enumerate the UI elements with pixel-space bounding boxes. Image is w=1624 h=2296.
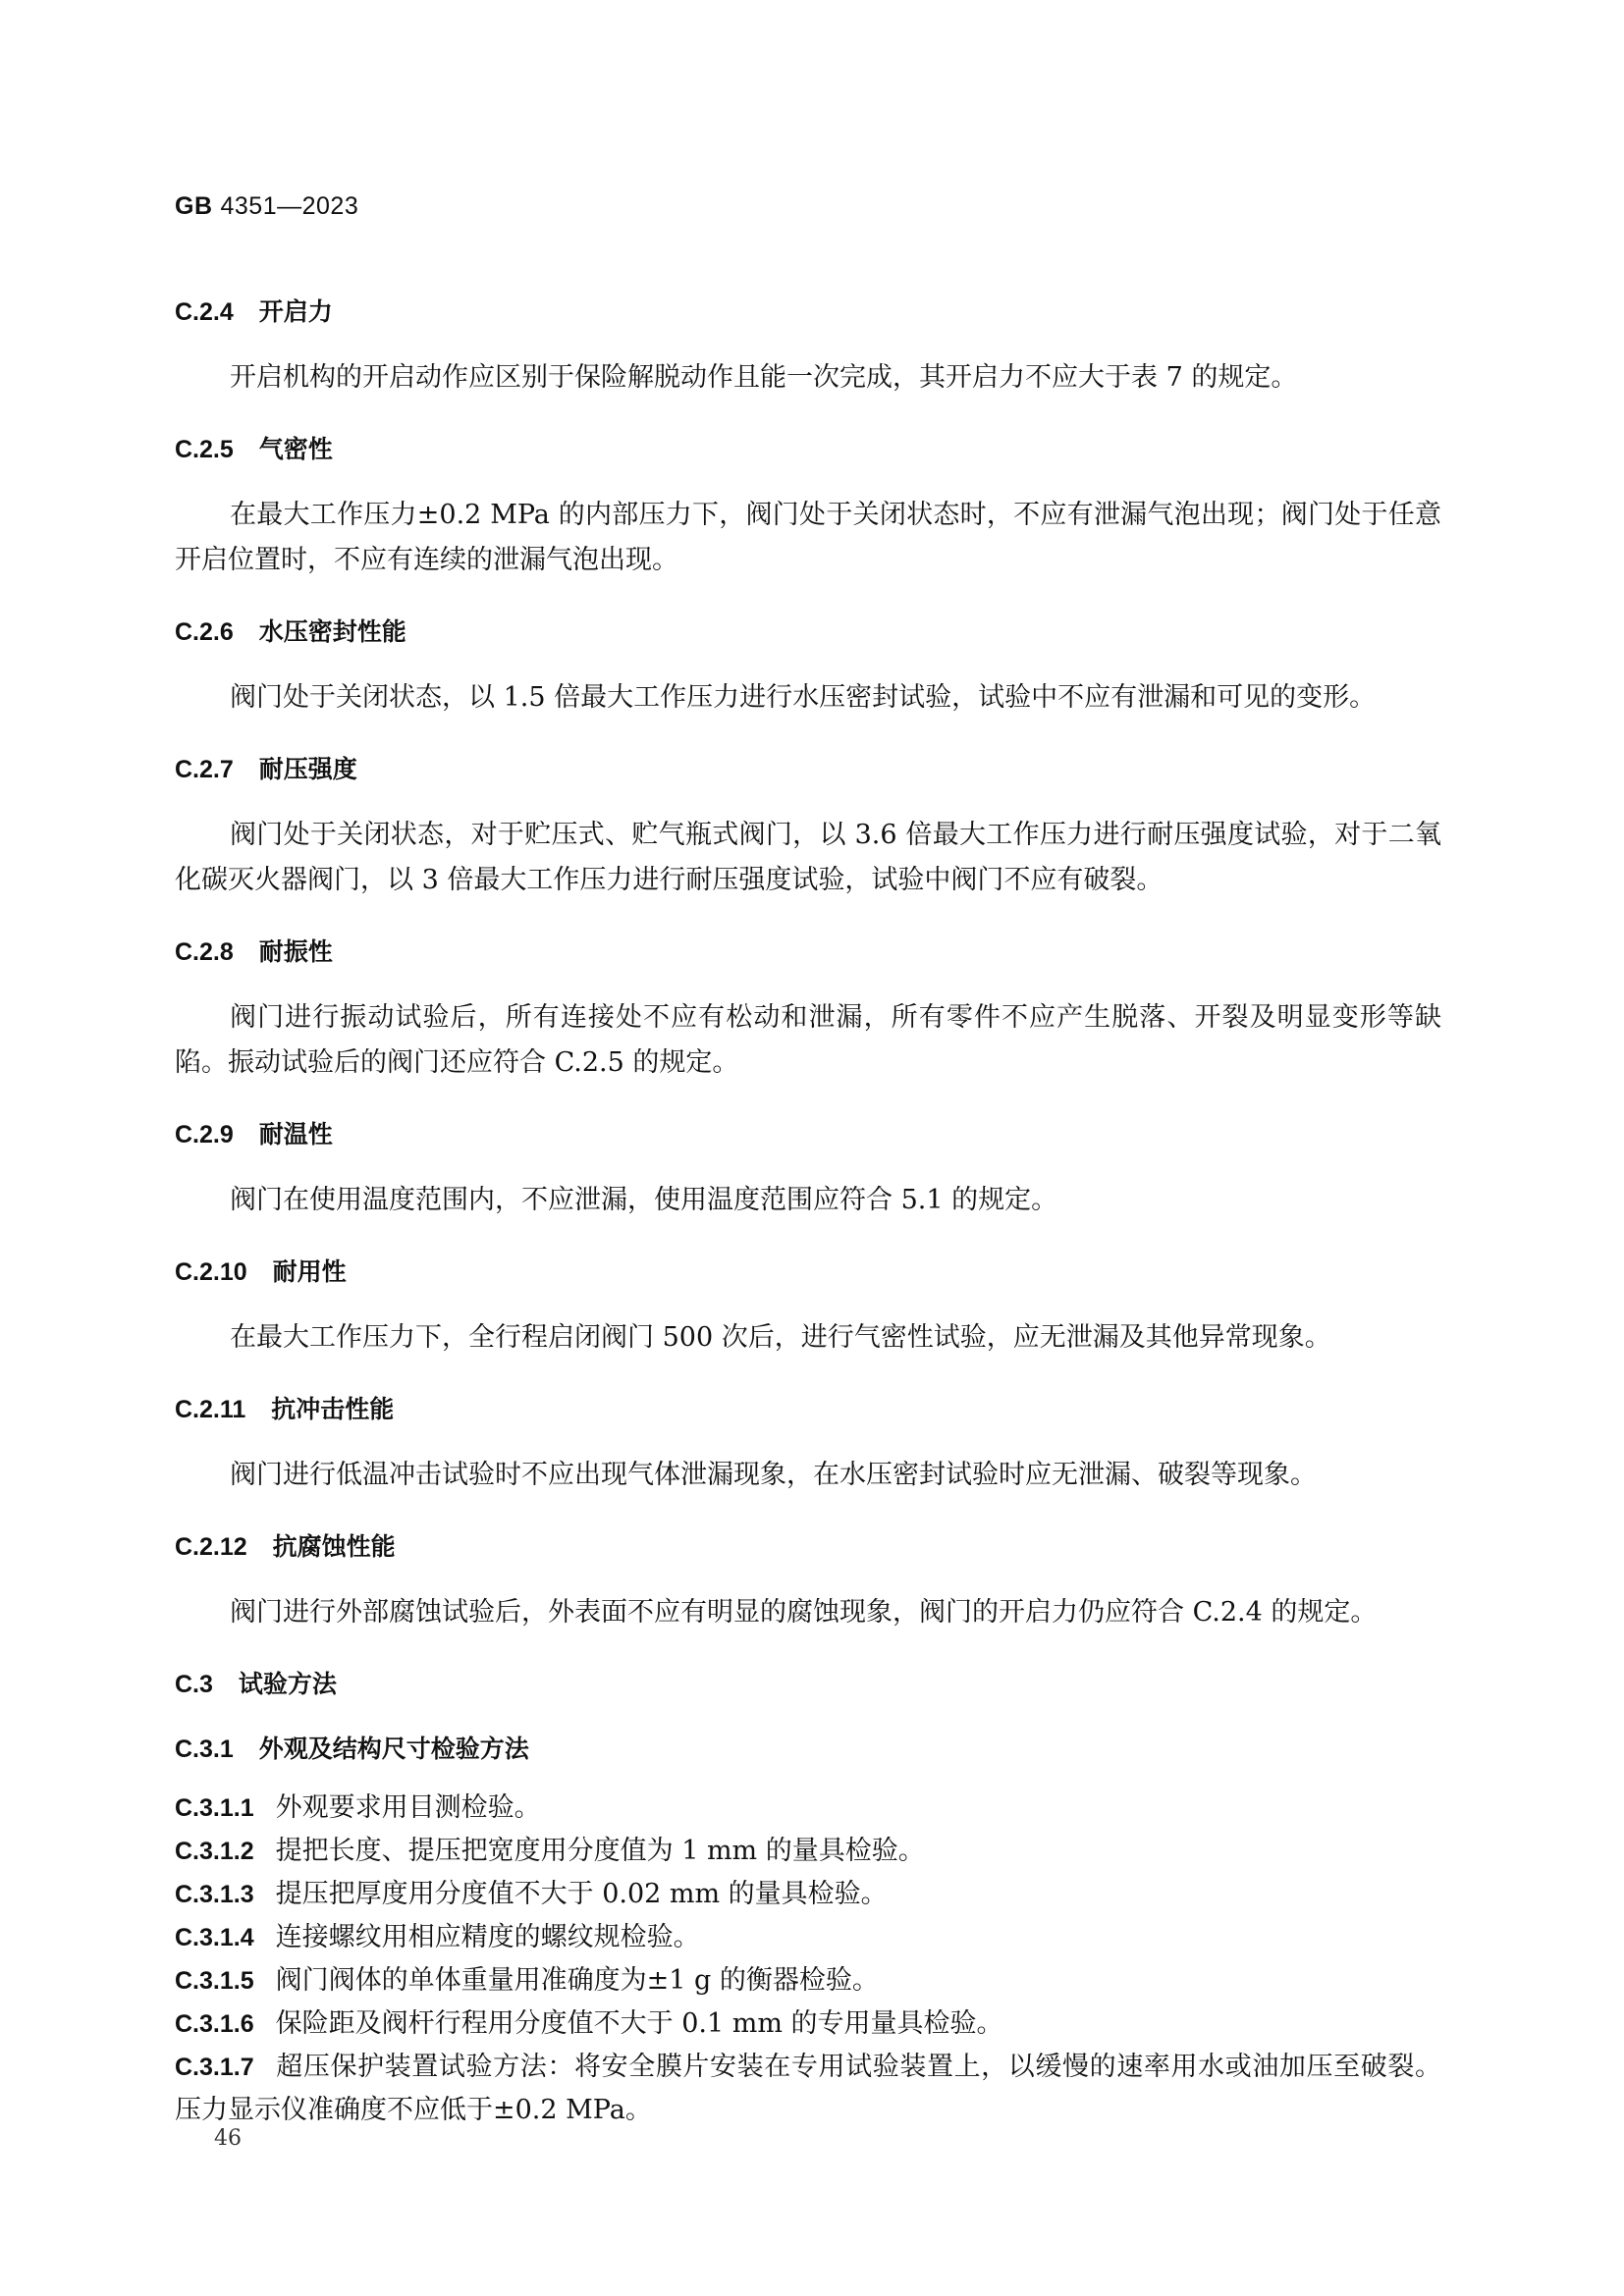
clause-c3-1-4: C.3.1.4 连接螺纹用相应精度的螺纹规检验。	[175, 1922, 700, 1952]
section-heading-c3-1: C.3.1 外观及结构尺寸检验方法	[175, 1735, 529, 1763]
page-number: 46	[214, 2126, 242, 2151]
clause-c3-1-7: C.3.1.7 超压保护装置试验方法：将安全膜片安装在专用试验装置上，以缓慢的速率用水或油加压至破裂。压力显示仪准确度不应低于±0.2 MPa。	[175, 2052, 1441, 2125]
clause-list	[175, 1787, 1441, 2132]
clause-c3-1-2: C.3.1.2 提把长度、提压把宽度用分度值为 1 mm 的量具检验。	[175, 1836, 925, 1866]
section-text-c2-6: 阀门处于关闭状态，以 1.5 倍最大工作压力进行水压密封试验，试验中不应有泄漏和可见的变形。	[230, 682, 1377, 713]
section-text-c2-5: 在最大工作压力±0.2 MPa 的内部压力下，阀门处于关闭状态时，不应有泄漏气泡出现；阀门处于任意开启位置时，不应有连续的泄漏气泡出现。	[175, 500, 1441, 575]
section-heading-c2-11: C.2.11 抗冲击性能	[175, 1395, 395, 1423]
standard-header	[175, 192, 358, 221]
section-text-c2-7: 阀门处于关闭状态，对于贮压式、贮气瓶式阀门，以 3.6 倍最大工作压力进行耐压强度试验，对于二氧化碳灭火器阀门，以 3 倍最大工作压力进行耐压强度试验，试验中阀门不应有破裂。	[175, 820, 1441, 895]
section-heading-c2-10: C.2.10 耐用性	[175, 1257, 347, 1286]
section-heading-c2-9: C.2.9 耐温性	[175, 1120, 333, 1148]
section-heading-c2-4: C.2.4 开启力	[175, 297, 333, 326]
clause-c3-1-3: C.3.1.3 提压把厚度用分度值不大于 0.02 mm 的量具检验。	[175, 1879, 888, 1909]
section-text-c2-4: 开启机构的开启动作应区别于保险解脱动作且能一次完成，其开启力不应大于表 7 的规定。	[230, 362, 1298, 393]
section-heading-c2-6: C.2.6 水压密封性能	[175, 617, 406, 646]
section-text-c2-9: 阀门在使用温度范围内，不应泄漏，使用温度范围应符合 5.1 的规定。	[230, 1185, 1058, 1215]
section-text-c2-12: 阀门进行外部腐蚀试验后，外表面不应有明显的腐蚀现象，阀门的开启力仍应符合 C.2.4 的规定。	[230, 1597, 1378, 1628]
document-body	[175, 291, 1441, 2132]
clause-c3-1-6: C.3.1.6 保险距及阀杆行程用分度值不大于 0.1 mm 的专用量具检验。	[175, 2008, 1003, 2039]
section-heading-c2-5: C.2.5 气密性	[175, 435, 333, 463]
section-text-c2-8: 阀门进行振动试验后，所有连接处不应有松动和泄漏，所有零件不应产生脱落、开裂及明显变形等缺陷。振动试验后的阀门还应符合 C.2.5 的规定。	[175, 1002, 1441, 1078]
section-heading-c2-7: C.2.7 耐压强度	[175, 755, 357, 783]
section-text-c2-10: 在最大工作压力下，全行程启闭阀门 500 次后，进行气密性试验，应无泄漏及其他异常现象。	[230, 1322, 1331, 1353]
section-heading-c2-8: C.2.8 耐振性	[175, 937, 333, 966]
standard-number: 4351—2023	[220, 192, 359, 220]
section-heading-c3: C.3 试验方法	[175, 1670, 337, 1698]
section-heading-c2-12: C.2.12 抗腐蚀性能	[175, 1532, 396, 1561]
standard-prefix: GB	[175, 192, 213, 220]
clause-c3-1-1: C.3.1.1 外观要求用目测检验。	[175, 1792, 541, 1823]
section-text-c2-11: 阀门进行低温冲击试验时不应出现气体泄漏现象，在水压密封试验时应无泄漏、破裂等现象。	[230, 1460, 1317, 1490]
clause-c3-1-5: C.3.1.5 阀门阀体的单体重量用准确度为±1 g 的衡器检验。	[175, 1965, 879, 1996]
